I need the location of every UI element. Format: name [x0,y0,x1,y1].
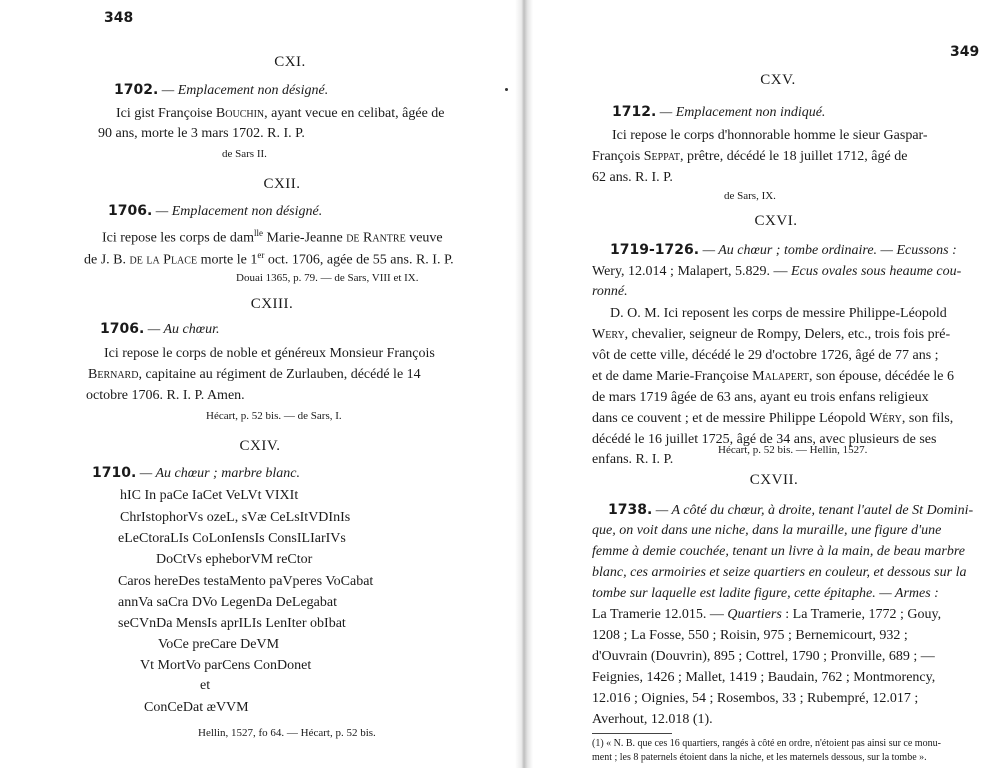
chronogram-line: VoCe preCare DeVM [158,637,280,652]
text-line: de J. B. de la Place morte le 1er oct. 1706, agée de 55 ans. R. I. P. [84,250,454,268]
source-reference: Hécart, p. 52 bis. — de Sars, I. [206,410,342,422]
text-line: D. O. M. Ici reposent les corps de messire Philippe-Léopold [610,306,947,321]
text-line: femme à demie couchée, tenant un livre à la main, de beau marbre [592,544,965,559]
text-line: 90 ans, morte le 3 mars 1702. R. I. P. [98,126,305,141]
text-line: Ici repose les corps de dam$^{lle}$ Marie-Jeanne de Rantre veuve [102,228,443,246]
text-line: Feignies, 1426 ; Mallet, 1419 ; Baudain, 762 ; Montmorency, [592,670,936,685]
chronogram-line: et [200,678,211,693]
text-line: François Seppat, prêtre, décédé le 18 juillet 1712, âgé de [592,149,908,164]
source-reference: de Sars II. [222,148,267,160]
text-line: Ici repose le corps d'honnorable homme le sieur Gaspar- [612,128,928,143]
section-heading: 1706. — Au chœur. [100,321,220,337]
text-line: Bernard, capitaine au régiment de Zurlauben, décédé le 14 [88,367,421,382]
ink-speck [505,88,508,91]
text-line: d'Ouvrain (Douvrin), 895 ; Cottrel, 1790 ; Pronville, 689 ; — [592,649,935,664]
text-line: enfans. R. I. P. [592,452,674,467]
source-reference: Hellin, 1527, fo 64. — Hécart, p. 52 bis. [198,727,376,739]
chronogram-line: hIC In paCe IaCet VeLVt VIXIt [120,488,299,503]
text-line: octobre 1706. R. I. P. Amen. [86,388,245,403]
source-reference: de Sars, IX. [724,190,776,202]
footnote-line: (1) « N. B. que ces 16 quartiers, rangés à côté en ordre, n'étoient pas ainsi sur ce monu- [592,738,941,749]
text-line: de mars 1719 âgée de 63 ans, ayant eu trois enfans religieux [592,390,929,405]
text-line: Wery, 12.014 ; Malapert, 5.829. — Ecus ovales sous heaume cou- [592,264,962,279]
section-number: CXIII. [250,296,294,312]
chronogram-line: annVa saCra DVo LegenDa DeLegabat [118,595,337,610]
section-heading: 1738. — A côté du chœur, à droite, tenant l'autel de St Domini- [608,502,974,518]
right-page-number: 349 [950,44,980,60]
section-number: CXI. [274,54,306,70]
text-line: vôt de cette ville, décédé le 29 d'octobre 1726, âgé de 77 ans ; [592,348,939,363]
chronogram-line: ChrIstophorVs ozeL, sVæ CeLsItVDInIs [120,510,351,525]
chronogram-line: Caros hereDes testaMento paVperes VoCabat [118,574,374,589]
text-line: La Tramerie 12.015. — Quartiers : La Tramerie, 1772 ; Gouy, [592,607,942,622]
footnote-line: ment ; les 8 paternels étoient dans la niche, et les maternels dessous, sur la tombe ». [592,752,927,763]
chronogram-line: eLeCtoraLIs CoLonIensIs ConsILIarIVs [118,531,346,546]
text-line: blanc, ces armoiries et seize quartiers en couleur, et dessous sur la [592,565,967,580]
text-line: 62 ans. R. I. P. [592,170,673,185]
text-line: ronné. [592,284,628,299]
text-line: Averhout, 12.018 (1). [592,712,713,727]
text-line: et de dame Marie-Françoise Malapert, son épouse, décédée le 6 [592,369,955,384]
text-line: Ici gist Françoise Bouchin, ayant vecue en celibat, âgée de [116,106,445,121]
text-line: tombe sur laquelle est ladite figure, cette épitaphe. — Armes : [592,586,939,601]
right-page [528,0,993,768]
text-line: Ici repose le corps de noble et généreux Monsieur François [104,346,435,361]
section-number: CXVI. [754,213,798,229]
source-reference: Douai 1365, p. 79. — de Sars, VIII et IX. [236,272,419,284]
chronogram-line: ConCeDat æVVM [144,700,249,715]
section-number: CXV. [760,72,796,88]
section-number: CXVII. [749,472,799,488]
section-heading: 1702. — Emplacement non désigné. [114,82,329,98]
section-heading: 1710. — Au chœur ; marbre blanc. [92,465,301,481]
chronogram-line: seCVnDa MensIs aprILIs LenIter obIbat [118,616,346,631]
text-line: Wery, chevalier, seigneur de Rompy, Delers, etc., trois fois pré- [592,327,951,342]
text-line: 1208 ; La Fosse, 550 ; Roisin, 975 ; Bernemicourt, 932 ; [592,628,908,643]
chronogram-line: DoCtVs epheborVM reCtor [156,552,313,567]
left-page-number: 348 [104,10,134,26]
text-line: 12.016 ; Oignies, 54 ; Rosembos, 33 ; Rubempré, 12.017 ; [592,691,919,706]
chronogram-line: Vt MortVo parCens ConDonet [140,658,312,673]
source-reference: Hécart, p. 52 bis. — Hellin, 1527. [718,444,868,456]
section-heading: 1712. — Emplacement non indiqué. [612,104,826,120]
section-heading: 1706. — Emplacement non désigné. [108,203,323,219]
text-line: décédé le 16 juillet 1725, âgé de 34 ans, avec plusieurs de ses [592,432,937,447]
section-heading: 1719-1726. — Au chœur ; tombe ordinaire. — Ecussons : [610,242,957,258]
text-line: que, on voit dans une niche, dans la muraille, une figure d'une [592,523,942,538]
footnote-rule [592,733,672,734]
section-number: CXII. [263,176,301,192]
section-number: CXIV. [239,438,281,454]
text-line: dans ce couvent ; et de messire Philippe Léopold Wéry, son fils, [592,411,954,426]
